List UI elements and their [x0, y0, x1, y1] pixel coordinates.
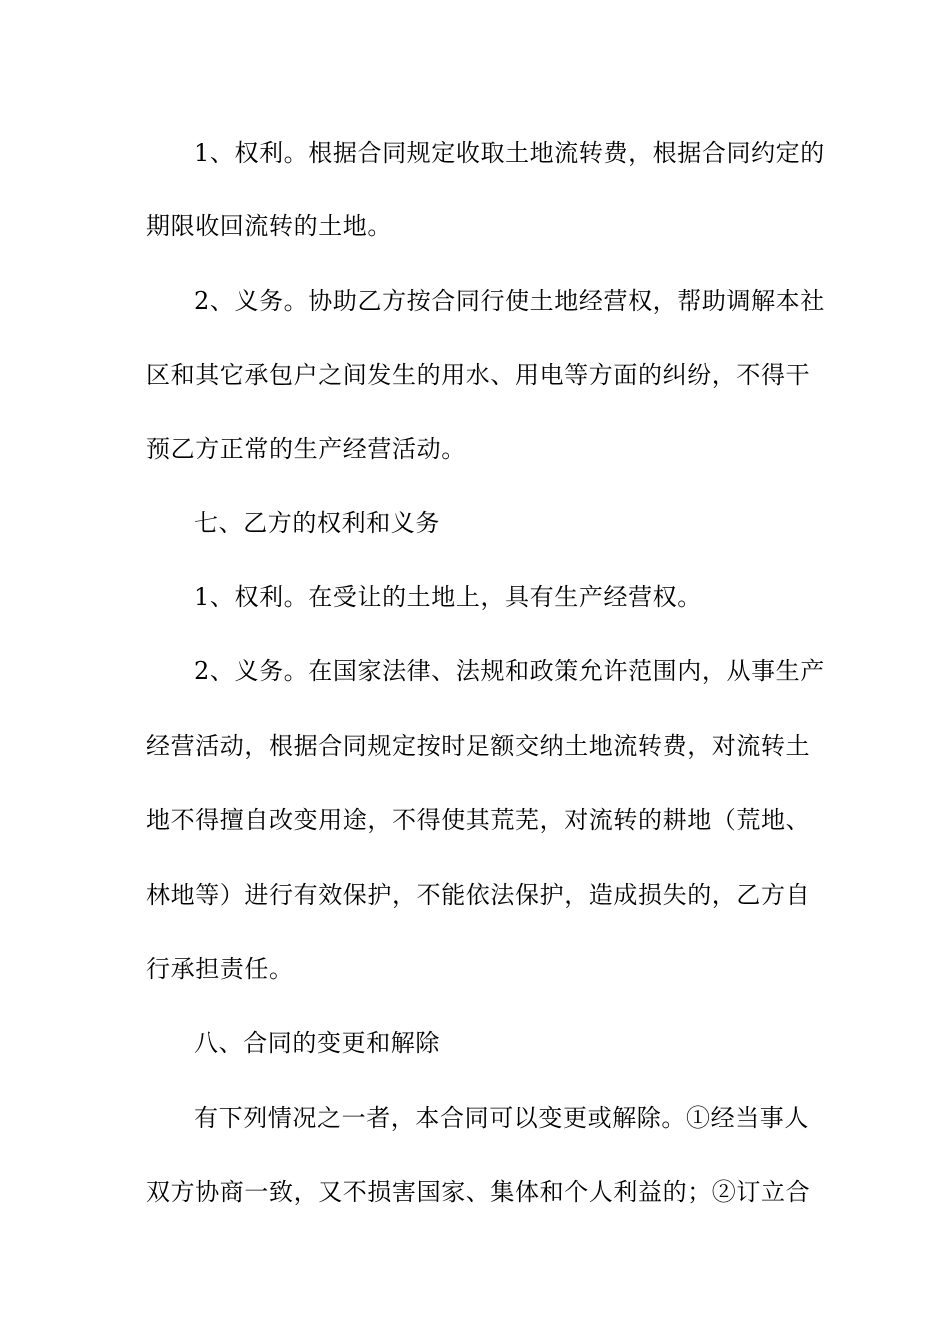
para-change-terminate-line-1: 有下列情况之一者，本合同可以变更或解除。①经当事人	[194, 1104, 809, 1132]
para-party-a-duties-line-2: 区和其它承包户之间发生的用水、用电等方面的纠纷，不得干	[146, 361, 811, 389]
para-party-b-duties-line-2: 经营活动，根据合同规定按时足额交纳土地流转费，对流转土	[146, 732, 811, 760]
para-party-a-rights-line-1: 1、权利。根据合同规定收取土地流转费，根据合同约定的	[194, 139, 825, 167]
section-heading-seven: 七、乙方的权利和义务	[194, 509, 440, 537]
para-party-b-duties-line-1: 2、义务。在国家法律、法规和政策允许范围内，从事生产	[194, 657, 825, 685]
para-party-b-rights-line-1: 1、权利。在受让的土地上，具有生产经营权。	[194, 583, 702, 611]
para-party-b-duties-line-5: 行承担责任。	[146, 955, 294, 983]
para-party-a-rights-line-2: 期限收回流转的土地。	[146, 212, 392, 240]
para-party-a-duties-line-3: 预乙方正常的生产经营活动。	[146, 435, 466, 463]
para-party-b-duties-line-4: 林地等）进行有效保护，不能依法保护，造成损失的，乙方自	[146, 881, 811, 909]
para-party-a-duties-line-1: 2、义务。协助乙方按合同行使土地经营权，帮助调解本社	[194, 287, 825, 315]
para-party-b-duties-line-3: 地不得擅自改变用途，不得使其荒芜，对流转的耕地（荒地、	[146, 806, 811, 834]
section-heading-eight: 八、合同的变更和解除	[194, 1029, 440, 1057]
para-change-terminate-line-2: 双方协商一致，又不损害国家、集体和个人利益的；②订立合	[146, 1178, 811, 1206]
